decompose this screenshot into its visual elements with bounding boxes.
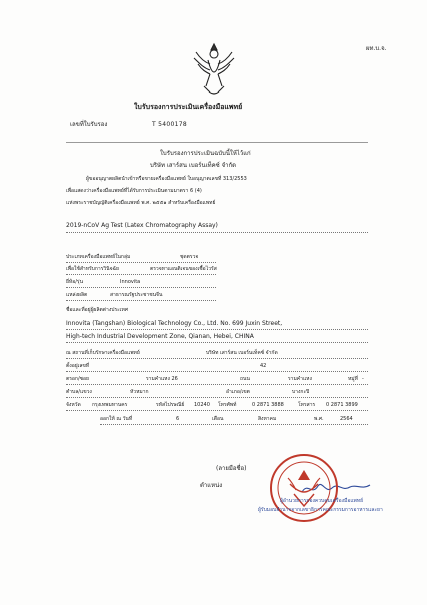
category-value: ชุดตรวจ bbox=[180, 254, 199, 260]
road-label: ถนน bbox=[240, 376, 250, 382]
manufacturer-line: Innovita (Tangshan) Biological Technology Co., Ltd. No. 699 Juxin Street, bbox=[66, 320, 283, 327]
moo-label: หมู่ที่ bbox=[348, 376, 358, 382]
cert-no-label: เลขที่ใบรับรอง bbox=[70, 121, 108, 128]
manufacturer-line: High-tech Industrial Development Zone, Qianan, Hebei, CHINA bbox=[66, 333, 254, 340]
source-value: สาธารณรัฐประชาชนจีน bbox=[110, 292, 163, 298]
brand-label: ยี่ห้อ/รุ่น bbox=[66, 279, 84, 285]
issue-date-label: ออกให้ ณ วันที่ bbox=[100, 416, 133, 422]
issue-year: 2564 bbox=[340, 416, 353, 422]
position-label: ตำแหน่ง bbox=[200, 482, 223, 489]
moo-value: - bbox=[362, 376, 364, 382]
garuda-emblem-icon bbox=[192, 40, 236, 96]
intended-use-label: เพื่อใช้สำหรับการวินิจฉัย bbox=[66, 266, 119, 272]
brand-value: Innovita bbox=[120, 279, 141, 285]
fax-value: 0 2871 3899 bbox=[326, 402, 358, 408]
intended-use-value: ตรวจหาแอนติเจนของเชื้อไวรัส bbox=[150, 266, 217, 272]
cert-no-value: T 5400178 bbox=[152, 121, 187, 128]
issue-month-label: เดือน bbox=[212, 416, 224, 422]
postcode-label: รหัสไปรษณีย์ bbox=[156, 402, 185, 408]
phone-value: 0 2871 3888 bbox=[252, 402, 284, 408]
importer-place-label: ณ สถานที่เก็บรักษาเครื่องมือแพทย์ bbox=[66, 350, 140, 356]
body-line: เพื่อแสดงว่าเครื่องมือแพทย์ที่ได้รับการประเมินตามมาตรา 6 (4) bbox=[66, 188, 202, 194]
body-line: แห่งพระราชบัญญัติเครื่องมือแพทย์ พ.ศ. ๒๕๕๑ สำหรับเครื่องมือแพทย์ bbox=[66, 200, 216, 206]
importer-company: บริษัท เสาร์สน เบอร์นเท็คซ์ จำกัด bbox=[206, 350, 278, 356]
phone-label: โทรศัพท์ bbox=[218, 402, 237, 408]
subdistrict-value: หัวหมาก bbox=[130, 389, 149, 395]
category-label: ประเภทเครื่องมือแพทย์ในกลุ่ม bbox=[66, 254, 131, 260]
issue-day: 6 bbox=[176, 416, 180, 422]
district-value: บางกะปิ bbox=[292, 389, 310, 395]
fax-label: โทรสาร bbox=[298, 402, 316, 408]
certificate-title: ใบรับรองการประเมินเครื่องมือแพทย์ bbox=[134, 103, 243, 111]
official-seal-icon bbox=[268, 452, 340, 524]
province-value: กรุงเทพมหานคร bbox=[92, 402, 128, 408]
road-value: รามคำแหง bbox=[288, 376, 312, 382]
house-no-value: 42 bbox=[260, 363, 267, 369]
source-label: แหล่งผลิต bbox=[66, 292, 88, 298]
divider bbox=[66, 142, 368, 143]
signer-title: ผู้รับมอบอำนาจจากเลขาธิการคณะกรรมการอาหารและยา bbox=[258, 507, 383, 513]
district-label: อำเภอ/เขต bbox=[226, 389, 250, 395]
soi-label: ตรอก/ซอย bbox=[66, 376, 89, 382]
product-name: 2019-nCoV Ag Test (Latex Chromatography Assay) bbox=[66, 222, 218, 229]
subtitle: ใบรับรองการประเมินฉบับนี้ให้ไว้แก่ bbox=[160, 150, 251, 157]
province-label: จังหวัด bbox=[66, 402, 81, 408]
company-name: บริษัท เสาร์สน เบอร์นเท็คซ์ จำกัด bbox=[150, 162, 237, 169]
soi-value: รามคำแหง 26 bbox=[146, 376, 178, 382]
signer-title: ผู้อำนวยการกองควบคุมเครื่องมือแพทย์ bbox=[280, 498, 364, 504]
signature-label: (ลายมือชื่อ) bbox=[216, 465, 247, 472]
house-no-label: ตั้งอยู่เลขที่ bbox=[66, 363, 90, 369]
issue-month: สิงหาคม bbox=[258, 416, 277, 422]
issue-year-label: พ.ศ. bbox=[314, 416, 324, 422]
postcode-value: 10240 bbox=[194, 402, 210, 408]
subdistrict-label: ตำบล/แขวง bbox=[66, 389, 92, 395]
form-code: ผท.บ.จ. bbox=[366, 45, 387, 52]
manufacturer-label: ชื่อและที่อยู่ผู้ผลิตต่างประเทศ bbox=[66, 307, 128, 313]
body-line: ผู้ขออนุญาตผลิตนำเข้าหรือขายเครื่องมือแพทย์ ใบอนุญาตเลขที่ 313/2553 bbox=[86, 176, 247, 182]
